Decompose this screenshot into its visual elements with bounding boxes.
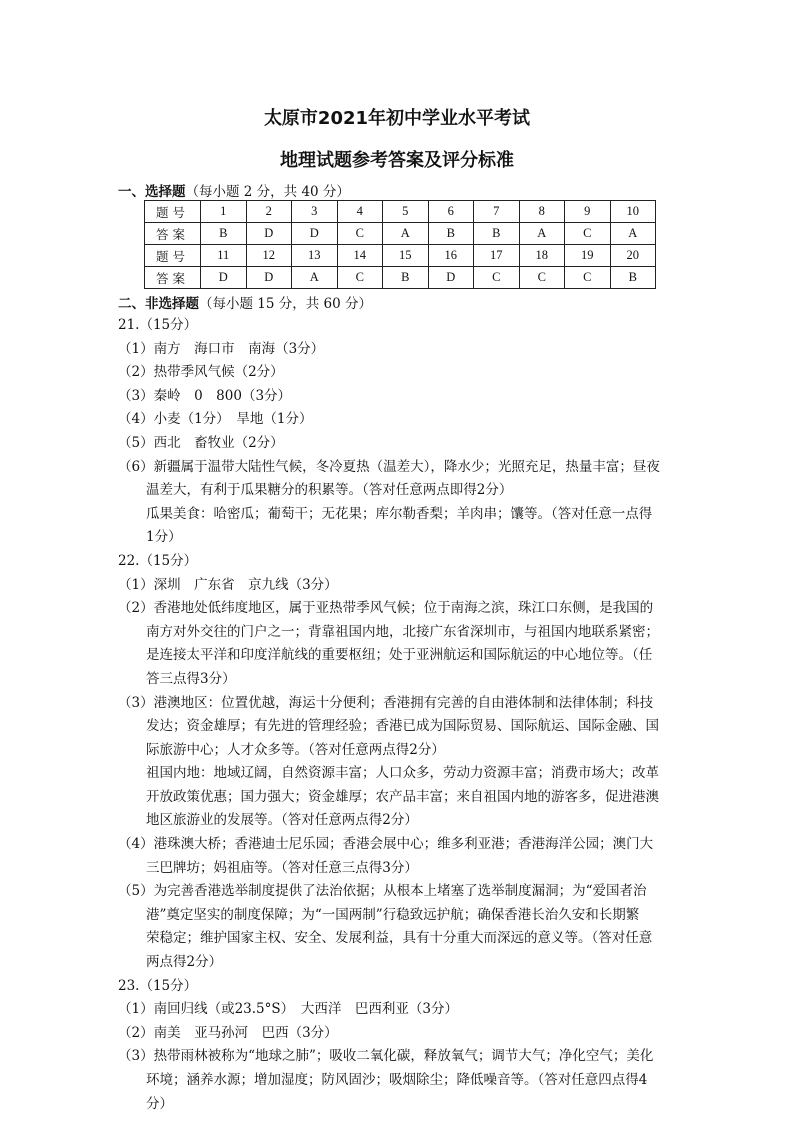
page-title: 太原市2021年初中学业水平考试 [263, 108, 531, 129]
answer-line: 港”奠定坚实的制度保障；为“一国两制”行稳致远护航；确保香港长治久安和长期繁 [146, 906, 640, 923]
answer-table [144, 200, 656, 289]
table-cell: D [246, 267, 292, 289]
table-row-header: 题号 [145, 201, 201, 223]
answer-line: （1）南方 海口市 南海（3分） [118, 340, 325, 357]
table-cell: 8 [519, 201, 565, 223]
answer-line: 荣稳定；维护国家主权、安全、发展利益，具有十分重大而深远的意义等。（答对任意 [146, 930, 653, 947]
table-cell: 16 [428, 245, 474, 267]
answer-table-row [145, 201, 656, 223]
answer-line: 答三点得3分） [146, 670, 236, 687]
section-non-choice-heading [118, 292, 372, 312]
answer-line: 发达；资金雄厚；有先进的管理经验；香港已成为国际贸易、国际航运、国际金融、国 [146, 718, 659, 735]
answer-line: 1分） [146, 529, 182, 546]
table-cell: 5 [383, 201, 429, 223]
section-label: 一、选择题 [118, 184, 186, 200]
table-cell: C [337, 223, 383, 245]
table-cell: B [383, 267, 429, 289]
answer-line: （5）西北 畜牧业（2分） [118, 434, 284, 451]
answer-line: （4）港珠澳大桥；香港迪士尼乐园；香港会展中心；维多利亚港；香港海洋公园；澳门大 [118, 836, 654, 853]
table-cell: 12 [246, 245, 292, 267]
table-cell: 20 [610, 245, 656, 267]
table-cell: 11 [201, 245, 247, 267]
table-cell: 18 [519, 245, 565, 267]
answer-line: 祖国内地：地域辽阔，自然资源丰富；人口众多，劳动力资源丰富；消费市场大；改革 [146, 765, 659, 782]
answer-line: 三巴牌坊；妈祖庙等。（答对任意三点得3分） [146, 859, 418, 876]
table-cell: 7 [474, 201, 520, 223]
table-cell: 17 [474, 245, 520, 267]
answer-line: （2）热带季风气候（2分） [118, 364, 284, 381]
answer-line: 23.（15分） [118, 977, 198, 994]
answer-line: 地区旅游业的发展等。（答对任意两点得2分） [146, 812, 418, 829]
table-cell: 10 [610, 201, 656, 223]
answer-line: 是连接太平洋和印度洋航线的重要枢纽；处于亚洲航运和国际航运的中心地位等。（任 [146, 647, 653, 664]
answer-line: 分） [146, 1095, 173, 1112]
table-cell: B [201, 223, 247, 245]
answer-line: （3）港澳地区：位置优越，海运十分便利；香港拥有完善的自由港体制和法律体制；科技 [118, 694, 654, 711]
answer-line: 瓜果美食：哈密瓜；葡萄干；无花果；库尔勒香梨；羊肉串；馕等。（答对任意一点得 [146, 505, 653, 522]
section-note: （每小题 15 分，共 60 分） [199, 296, 373, 312]
table-cell: D [428, 267, 474, 289]
table-row-header: 答案 [145, 267, 201, 289]
table-cell: 19 [565, 245, 611, 267]
section-note: （每小题 2 分，共 40 分） [185, 184, 350, 200]
table-cell: 3 [292, 201, 338, 223]
answer-line: 际旅游中心；人才众多等。（答对任意两点得2分） [146, 741, 445, 758]
answer-line: 21.（15分） [118, 317, 198, 333]
answer-line: 南方对外交往的门户之一；背靠祖国内地，北接广东省深圳市，与祖国内地联系紧密； [146, 623, 659, 640]
answer-line: （5）为完善香港选举制度提供了法治依据；从根本上堵塞了选举制度漏洞；为“爱国者治 [118, 883, 647, 900]
answer-line: 开放政策优惠；国力强大；资金雄厚；农产品丰富；来自祖国内地的游客多，促进港澳 [146, 788, 659, 805]
section-multiple-choice-heading [118, 180, 350, 200]
answer-table-row [145, 267, 656, 289]
table-cell: 15 [383, 245, 429, 267]
answer-line: （3）秦岭 0 800（3分） [118, 387, 292, 404]
table-cell: D [246, 223, 292, 245]
table-cell: C [519, 267, 565, 289]
section-label: 二、非选择题 [118, 296, 199, 312]
table-cell: C [337, 267, 383, 289]
table-cell: 4 [337, 201, 383, 223]
table-cell: A [292, 267, 338, 289]
table-cell: 14 [337, 245, 383, 267]
table-cell: 9 [565, 201, 611, 223]
answer-line: 22.（15分） [118, 552, 198, 569]
answer-line: （4）小麦（1分） 旱地（1分） [118, 411, 313, 428]
answer-line: （1）深圳 广东省 京九线（3分） [118, 576, 338, 593]
table-cell: C [474, 267, 520, 289]
answer-line: （6）新疆属于温带大陆性气候，冬冷夏热（温差大），降水少；光照充足，热量丰富；昼夜 [118, 458, 660, 475]
answer-table-row [145, 245, 656, 267]
table-cell: D [292, 223, 338, 245]
table-cell: A [383, 223, 429, 245]
table-cell: A [519, 223, 565, 245]
table-cell: B [474, 223, 520, 245]
answer-line: （2）南美 亚马孙河 巴西（3分） [118, 1024, 338, 1041]
table-cell: C [565, 267, 611, 289]
table-cell: A [610, 223, 656, 245]
answer-line: （1）南回归线（或23.5°S） 大西洋 巴西利亚（3分） [118, 1001, 458, 1018]
table-cell: 1 [201, 201, 247, 223]
answer-body [118, 314, 678, 1116]
page-subtitle: 地理试题参考答案及评分标准 [280, 150, 514, 171]
answer-line: 温差大，有利于瓜果糖分的积累等。（答对任意两点即得2分） [146, 482, 513, 499]
table-cell: 6 [428, 201, 474, 223]
table-cell: B [428, 223, 474, 245]
table-cell: 2 [246, 201, 292, 223]
table-cell: C [565, 223, 611, 245]
table-cell: D [201, 267, 247, 289]
answer-line: （3）热带雨林被称为“地球之肺”；吸收二氧化碳，释放氧气；调节大气；净化空气；美化 [118, 1048, 654, 1065]
table-row-header: 答案 [145, 223, 201, 245]
answer-line: 环境；涵养水源；增加湿度；防风固沙；吸烟除尘；降低噪音等。（答对任意四点得4 [146, 1072, 648, 1088]
table-cell: 13 [292, 245, 338, 267]
answer-table-row [145, 223, 656, 245]
answer-line: （2）香港地处低纬度地区，属于亚热带季风气候；位于南海之滨，珠江口东侧，是我国的 [118, 600, 654, 617]
table-cell: B [610, 267, 656, 289]
table-row-header: 题号 [145, 245, 201, 267]
answer-line: 两点得2分） [146, 954, 223, 971]
